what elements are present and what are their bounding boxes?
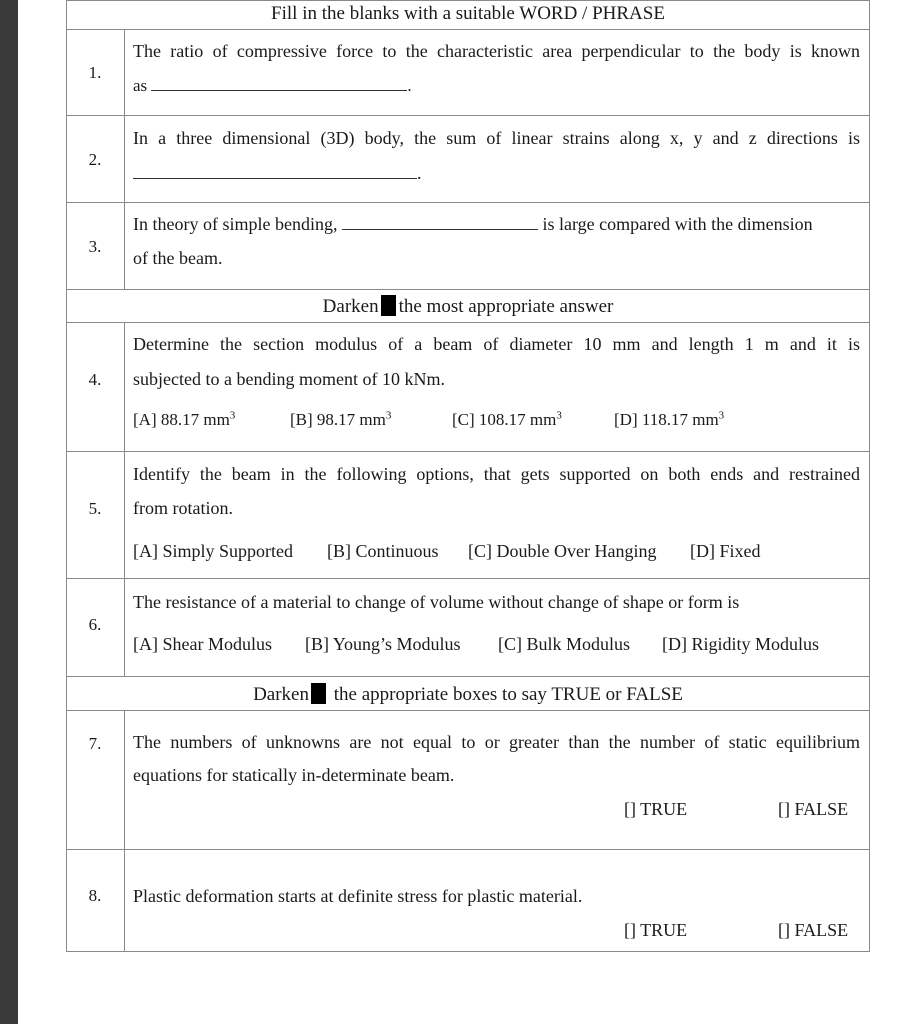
table-border <box>124 322 125 677</box>
question-text: In a three dimensional (3D) body, the sum of linear strains along x, y and z directions is <box>133 128 860 148</box>
question-text: In theory of simple bending, <box>133 214 338 234</box>
fill-blanks-header: Fill in the blanks with a suitable WORD / PHRASE <box>271 3 665 24</box>
question-text: of the beam. <box>133 248 223 268</box>
question-number: 1. <box>88 63 102 82</box>
question-text: Identify the beam in the following options, that gets supported on both ends and restrained <box>133 464 860 484</box>
darken-box-icon <box>311 683 326 704</box>
question-text: Determine the section modulus of a beam of diameter 10 mm and length 1 m and it is <box>133 334 860 354</box>
question-punctuation: . <box>407 76 412 95</box>
table-border <box>66 578 870 579</box>
table-border <box>66 0 870 1</box>
question-number: 7. <box>88 734 102 753</box>
table-border <box>869 0 870 952</box>
left-edge-shadow <box>0 0 18 1024</box>
question-text: from rotation. <box>133 498 233 518</box>
header-text: Darken <box>322 296 379 317</box>
question-text: The numbers of unknowns are not equal to or greater than the number of static equilibrium <box>133 732 860 752</box>
option-d[interactable]: [D] 118.17 $mm^3$ <box>614 409 725 429</box>
question-text: subjected to a bending moment of 10 kNm. <box>133 369 445 389</box>
question-number: 4. <box>88 370 102 389</box>
question-text-line1 <box>133 213 813 235</box>
header-text: Darken <box>253 684 309 705</box>
answer-blank[interactable] <box>342 215 538 230</box>
table-border <box>66 29 870 30</box>
table-border <box>66 289 870 290</box>
option-d[interactable]: [D] Rigidity Modulus <box>662 634 820 654</box>
table-border <box>124 710 125 952</box>
header-text: the most appropriate answer <box>398 296 614 317</box>
question-number: 2. <box>88 150 102 169</box>
table-border <box>124 29 125 290</box>
answer-blank[interactable] <box>133 164 417 179</box>
table-border <box>66 710 870 711</box>
option-c[interactable]: [C] Bulk Modulus <box>498 634 631 654</box>
question-text: Plastic deformation starts at definite stress for plastic material. <box>133 886 583 906</box>
mcq-header <box>66 295 870 318</box>
answer-blank[interactable] <box>151 76 407 91</box>
option-d[interactable]: [D] Fixed <box>690 541 761 561</box>
true-checkbox[interactable]: [] TRUE <box>624 799 688 819</box>
question-punctuation: . <box>417 163 422 183</box>
question-text: is large compared with the dimension <box>542 214 813 234</box>
true-checkbox[interactable]: [] TRUE <box>624 920 688 940</box>
question-number: 8. <box>88 886 102 905</box>
header-text: the appropriate boxes to say TRUE or FALSE <box>333 684 683 705</box>
false-checkbox[interactable]: [] FALSE <box>778 799 849 819</box>
question-number: 6. <box>88 615 102 634</box>
table-border <box>66 849 870 850</box>
option-c[interactable]: [C] Double Over Hanging <box>468 541 657 561</box>
option-b[interactable]: [B] 98.17 $mm^3$ <box>290 409 392 429</box>
question-text: The resistance of a material to change of volume without change of shape or form is <box>133 592 740 612</box>
table-border <box>66 451 870 452</box>
table-border <box>66 322 870 323</box>
question-text-line2 <box>133 75 412 97</box>
table-border <box>66 0 67 952</box>
option-a[interactable]: [A] 88.17 $mm^3$ <box>133 409 236 429</box>
question-text-line2 <box>133 162 422 184</box>
question-text: equations for statically in-determinate beam. <box>133 765 455 785</box>
option-b[interactable]: [B] Continuous <box>327 541 439 561</box>
question-text: as <box>133 76 148 95</box>
option-a[interactable]: [A] Shear Modulus <box>133 634 272 654</box>
false-checkbox[interactable]: [] FALSE <box>778 920 849 940</box>
question-text: The ratio of compressive force to the characteristic area perpendicular to the body is known <box>133 41 860 61</box>
table-border <box>66 202 870 203</box>
table-border <box>66 951 870 952</box>
question-number: 3. <box>88 237 102 256</box>
option-c[interactable]: [C] 108.17 $mm^3$ <box>452 409 562 429</box>
question-number: 5. <box>88 499 102 518</box>
true-false-header <box>66 683 870 706</box>
darken-box-icon <box>381 295 396 316</box>
table-border <box>66 115 870 116</box>
table-border <box>66 676 870 677</box>
option-a[interactable]: [A] Simply Supported <box>133 541 293 561</box>
option-b[interactable]: [B] Young’s Modulus <box>305 634 461 654</box>
